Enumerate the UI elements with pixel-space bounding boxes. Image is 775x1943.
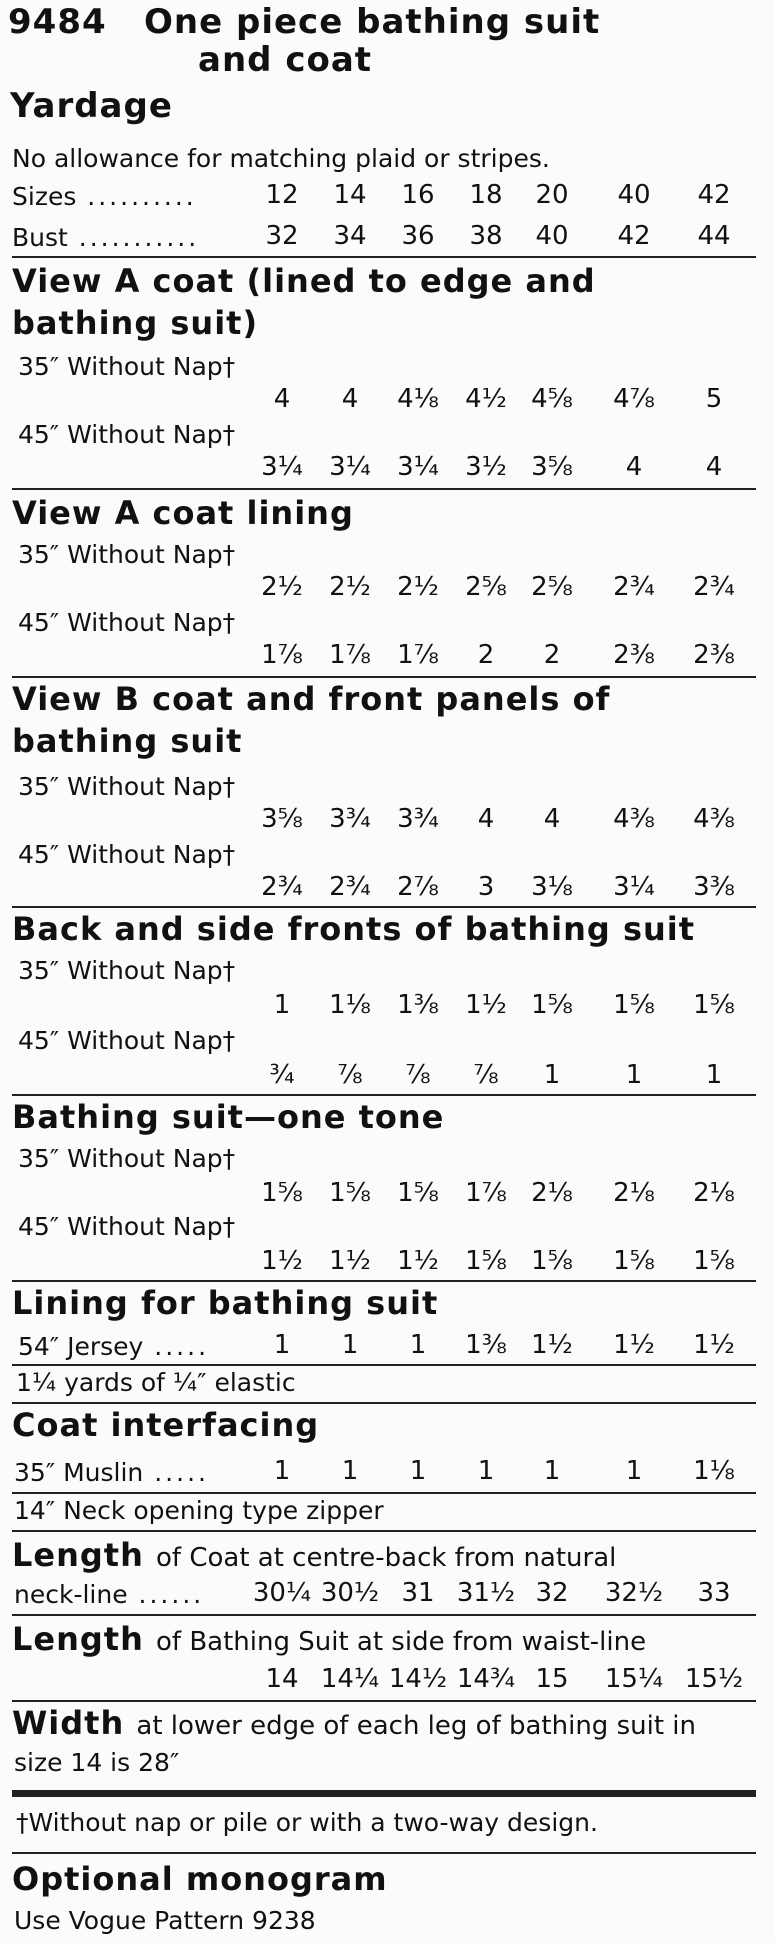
neckline-label: neck-line ...... xyxy=(14,1580,205,1609)
value-cell: 14 xyxy=(265,1664,299,1694)
pattern-title-line2: and coat xyxy=(198,40,373,80)
view-b-heading-1: View B coat and front panels of xyxy=(12,680,611,718)
value-cell: 3¼ xyxy=(613,872,655,902)
length-suit-text: of Bathing Suit at side from waist-line xyxy=(156,1627,647,1657)
nap-35-label: 35″ Without Nap† xyxy=(18,956,236,985)
value-cell: 14 xyxy=(333,180,367,210)
value-cell: 1⅝ xyxy=(465,1246,507,1276)
value-cell: 2½ xyxy=(261,572,303,602)
value-cell: 31½ xyxy=(456,1578,516,1608)
value-cell: 1⅝ xyxy=(531,990,573,1020)
nap-35-label: 35″ Without Nap† xyxy=(18,540,236,569)
value-cell: 15¼ xyxy=(604,1664,664,1694)
value-cell: 4 xyxy=(625,452,643,482)
value-cell: 3 xyxy=(477,872,495,902)
yardage-note: No allowance for matching plaid or stripes. xyxy=(12,144,550,173)
pattern-title-line1: One piece bathing suit xyxy=(144,2,601,42)
value-cell: 30¼ xyxy=(252,1578,312,1608)
value-cell: 2⅜ xyxy=(613,640,655,670)
value-cell: 1½ xyxy=(329,1246,371,1276)
nap-45-label: 45″ Without Nap† xyxy=(18,1026,236,1055)
value-cell: 1⅜ xyxy=(397,990,439,1020)
nap-35-label: 35″ Without Nap† xyxy=(18,1144,236,1173)
value-cell: 4 xyxy=(273,384,291,414)
value-cell: 2⅛ xyxy=(613,1178,655,1208)
value-cell: 33 xyxy=(697,1578,731,1608)
value-cell: 4⅝ xyxy=(531,384,573,414)
value-cell: 2 xyxy=(477,640,495,670)
value-cell: 1 xyxy=(409,1456,427,1486)
length-suit-heading: Length of Bathing Suit at side from waist-line xyxy=(12,1620,647,1658)
value-cell: 1 xyxy=(543,1060,561,1090)
value-cell: 1½ xyxy=(397,1246,439,1276)
value-cell: 30½ xyxy=(320,1578,380,1608)
value-cell: 1⅞ xyxy=(465,1178,507,1208)
value-cell: 1 xyxy=(409,1330,427,1360)
value-cell: 42 xyxy=(617,221,651,251)
divider xyxy=(12,256,756,258)
value-cell: 2⅝ xyxy=(531,572,573,602)
value-cell: 44 xyxy=(697,221,731,251)
value-cell: ⅞ xyxy=(405,1060,431,1090)
value-cell: 1⅞ xyxy=(329,640,371,670)
value-cell: 1⅝ xyxy=(693,990,735,1020)
muslin-label: 35″ Muslin ..... xyxy=(14,1458,209,1487)
value-cell: 2¾ xyxy=(329,872,371,902)
value-cell: 1 xyxy=(625,1456,643,1486)
value-cell: 3¼ xyxy=(397,452,439,482)
value-cell: 1½ xyxy=(531,1330,573,1360)
value-cell: 1 xyxy=(341,1456,359,1486)
value-cell: 2⅜ xyxy=(693,640,735,670)
value-cell: 1 xyxy=(341,1330,359,1360)
value-cell: 1 xyxy=(273,1330,291,1360)
value-cell: 40 xyxy=(617,180,651,210)
value-cell: 1⅛ xyxy=(693,1456,735,1486)
value-cell: 1 xyxy=(543,1456,561,1486)
nap-45-label: 45″ Without Nap† xyxy=(18,840,236,869)
value-cell: 4 xyxy=(543,804,561,834)
length-coat-text: of Coat at centre-back from natural xyxy=(156,1543,617,1573)
value-cell: 4 xyxy=(705,452,723,482)
value-cell: 16 xyxy=(401,180,435,210)
value-cell: 1⅝ xyxy=(329,1178,371,1208)
divider xyxy=(12,1364,756,1366)
value-cell: 2⅝ xyxy=(465,572,507,602)
value-cell: 31 xyxy=(401,1578,435,1608)
value-cell: 32 xyxy=(265,221,299,251)
value-cell: 2¾ xyxy=(261,872,303,902)
value-cell: 2⅛ xyxy=(693,1178,735,1208)
value-cell: 1 xyxy=(705,1060,723,1090)
nap-35-label: 35″ Without Nap† xyxy=(18,352,236,381)
elastic-note: 1¼ yards of ¼″ elastic xyxy=(16,1368,296,1397)
yardage-heading: Yardage xyxy=(10,86,173,126)
view-a-coat-heading-2: bathing suit) xyxy=(12,304,259,342)
value-cell: 1 xyxy=(273,990,291,1020)
value-cell: 3⅝ xyxy=(531,452,573,482)
value-cell: 4 xyxy=(341,384,359,414)
divider xyxy=(12,1852,756,1854)
divider xyxy=(12,676,756,678)
divider xyxy=(12,906,756,908)
value-cell: 2¾ xyxy=(613,572,655,602)
value-cell: 1⅝ xyxy=(613,990,655,1020)
value-cell: 18 xyxy=(469,180,503,210)
value-cell: 1½ xyxy=(465,990,507,1020)
value-cell: 3¾ xyxy=(397,804,439,834)
value-cell: 4⅜ xyxy=(693,804,735,834)
monogram-heading: Optional monogram xyxy=(12,1860,388,1898)
value-cell: 3⅛ xyxy=(531,872,573,902)
back-side-heading: Back and side fronts of bathing suit xyxy=(12,910,696,948)
value-cell: 2 xyxy=(543,640,561,670)
value-cell: ¾ xyxy=(269,1060,295,1090)
value-cell: 1⅜ xyxy=(465,1330,507,1360)
bust-label: Bust ........... xyxy=(12,223,200,252)
value-cell: 40 xyxy=(535,221,569,251)
value-cell: 2⅞ xyxy=(397,872,439,902)
value-cell: ⅞ xyxy=(473,1060,499,1090)
sizes-label: Sizes .......... xyxy=(12,182,197,211)
value-cell: 1 xyxy=(625,1060,643,1090)
nap-45-label: 45″ Without Nap† xyxy=(18,420,236,449)
one-tone-heading: Bathing suit—one tone xyxy=(12,1098,445,1136)
width-text: at lower edge of each leg of bathing suit in xyxy=(136,1711,696,1741)
value-cell: 2½ xyxy=(397,572,439,602)
value-cell: 3⅜ xyxy=(693,872,735,902)
value-cell: 1½ xyxy=(261,1246,303,1276)
view-a-lining-heading: View A coat lining xyxy=(12,494,354,532)
view-b-heading-2: bathing suit xyxy=(12,722,243,760)
value-cell: 1 xyxy=(273,1456,291,1486)
interfacing-heading: Coat interfacing xyxy=(12,1406,320,1444)
value-cell: 1⅝ xyxy=(613,1246,655,1276)
zipper-note: 14″ Neck opening type zipper xyxy=(14,1496,384,1525)
thick-divider xyxy=(12,1790,756,1797)
value-cell: 3⅝ xyxy=(261,804,303,834)
divider xyxy=(12,1402,756,1404)
nap-45-label: 45″ Without Nap† xyxy=(18,1212,236,1241)
value-cell: ⅞ xyxy=(337,1060,363,1090)
value-cell: 1½ xyxy=(693,1330,735,1360)
value-cell: 5 xyxy=(705,384,723,414)
value-cell: 3½ xyxy=(465,452,507,482)
jersey-label: 54″ Jersey ..... xyxy=(18,1332,210,1361)
value-cell: 14¼ xyxy=(320,1664,380,1694)
value-cell: 34 xyxy=(333,221,367,251)
divider xyxy=(12,1280,756,1282)
value-cell: 2⅛ xyxy=(531,1178,573,1208)
value-cell: 3¼ xyxy=(261,452,303,482)
divider xyxy=(12,488,756,490)
value-cell: 2¾ xyxy=(693,572,735,602)
value-cell: 32½ xyxy=(604,1578,664,1608)
nap-45-label: 45″ Without Nap† xyxy=(18,608,236,637)
value-cell: 4 xyxy=(477,804,495,834)
value-cell: 36 xyxy=(401,221,435,251)
value-cell: 15½ xyxy=(684,1664,744,1694)
width-heading: Width at lower edge of each leg of bathing suit in xyxy=(12,1704,696,1742)
length-coat-heading: Length of Coat at centre-back from natural xyxy=(12,1536,617,1574)
value-cell: 4⅜ xyxy=(613,804,655,834)
value-cell: 1⅝ xyxy=(531,1246,573,1276)
value-cell: 32 xyxy=(535,1578,569,1608)
value-cell: 1⅝ xyxy=(397,1178,439,1208)
value-cell: 1⅞ xyxy=(397,640,439,670)
footnote: †Without nap or pile or with a two-way design. xyxy=(16,1808,598,1837)
view-a-coat-heading-1: View A coat (lined to edge and xyxy=(12,262,596,300)
width-text-2: size 14 is 28″ xyxy=(14,1748,180,1777)
value-cell: 1⅞ xyxy=(261,640,303,670)
value-cell: 20 xyxy=(535,180,569,210)
divider xyxy=(12,1094,756,1096)
value-cell: 3¾ xyxy=(329,804,371,834)
divider xyxy=(12,1700,756,1702)
value-cell: 42 xyxy=(697,180,731,210)
value-cell: 4⅞ xyxy=(613,384,655,414)
value-cell: 1⅛ xyxy=(329,990,371,1020)
value-cell: 38 xyxy=(469,221,503,251)
value-cell: 14½ xyxy=(388,1664,448,1694)
value-cell: 4½ xyxy=(465,384,507,414)
value-cell: 1½ xyxy=(613,1330,655,1360)
value-cell: 4⅛ xyxy=(397,384,439,414)
divider xyxy=(12,1614,756,1616)
monogram-text: Use Vogue Pattern 9238 xyxy=(14,1906,316,1935)
value-cell: 1⅝ xyxy=(693,1246,735,1276)
value-cell: 1⅝ xyxy=(261,1178,303,1208)
lining-suit-heading: Lining for bathing suit xyxy=(12,1284,439,1322)
divider xyxy=(12,1492,756,1494)
nap-35-label: 35″ Without Nap† xyxy=(18,772,236,801)
value-cell: 2½ xyxy=(329,572,371,602)
value-cell: 3¼ xyxy=(329,452,371,482)
value-cell: 14¾ xyxy=(456,1664,516,1694)
value-cell: 1 xyxy=(477,1456,495,1486)
value-cell: 15 xyxy=(535,1664,569,1694)
divider xyxy=(12,1530,756,1532)
pattern-number: 9484 xyxy=(8,2,107,42)
value-cell: 12 xyxy=(265,180,299,210)
